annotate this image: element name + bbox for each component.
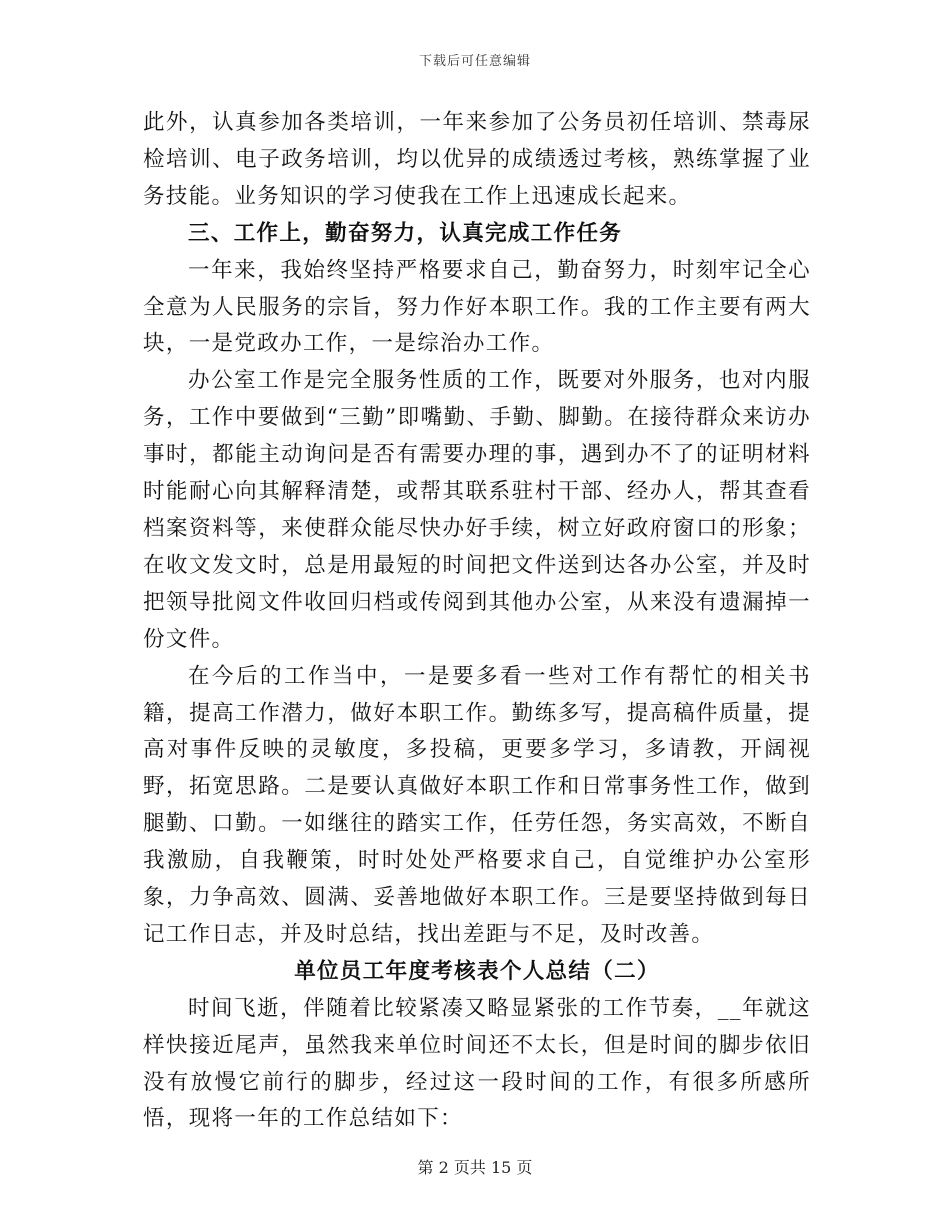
paragraph-work-overview: 一年来，我始终坚持严格要求自己，勤奋努力，时刻牢记全心全意为人民服务的宗旨，努力作好本职工作。我的工作主要有两大块，一是党政办工作，一是综治办工作。	[143, 257, 811, 357]
document-body	[143, 105, 811, 1138]
paragraph-future-plans: 在今后的工作当中，一是要多看一些对工作有帮忙的相关书籍，提高工作潜力，做好本职工作。勤练多写，提高稿件质量，提高对事件反映的灵敏度，多投稿，更要多学习，多请教，开阔视野，拓宽思路。二是要认真做好本职工作和日常事务性工作，做到腿勤、口勤。一如继往的踏实工作，任劳任怨，务实高效，不断自我激励，自我鞭策，时时处处严格要求自己，自觉维护办公室形象，力争高效、圆满、妥善地做好本职工作。三是要坚持做到每日记工作日志，并及时总结，找出差距与不足，及时改善。	[143, 663, 811, 947]
paragraph-training: 此外，认真参加各类培训，一年来参加了公务员初任培训、禁毒尿检培训、电子政务培训，均以优异的成绩透过考核，熟练掌握了业务技能。业务知识的学习使我在工作上迅速成长起来。	[143, 110, 811, 209]
section-heading-work: 三、工作上，勤奋努力，认真完成工作任务	[188, 220, 623, 246]
paragraph-office-service: 办公室工作是完全服务性质的工作，既要对外服务，也对内服务，工作中要做到“三勤”即嘴勤、手勤、脚勤。在接待群众来访办事时，都能主动询问是否有需要办理的事，遇到办不了的证明材料时能耐心向其解释清楚，或帮其联系驻村干部、经办人，帮其查看档案资料等，来使群众能尽快办好手续，树立好政府窗口的形象；在收文发文时，总是用最短的时间把文件送到达各办公室，并及时把领导批阅文件收回归档或传阅到其他办公室，从来没有遗漏掉一份文件。	[143, 368, 811, 652]
paragraph-summary-intro: 时间飞逝，伴随着比较紧凑又略显紧张的工作节奏，__年就这样快接近尾声，虽然我来单位时间还不太长，但是时间的脚步依旧没有放慢它前行的脚步，经过这一段时间的工作，有很多所感所悟，现将一年的工作总结如下：	[143, 995, 811, 1132]
page-number: 第 2 页共 15 页	[417, 1158, 533, 1177]
summary-title: 单位员工年度考核表个人总结（二）	[294, 958, 660, 984]
page-header: 下载后可任意编辑	[418, 54, 531, 69]
